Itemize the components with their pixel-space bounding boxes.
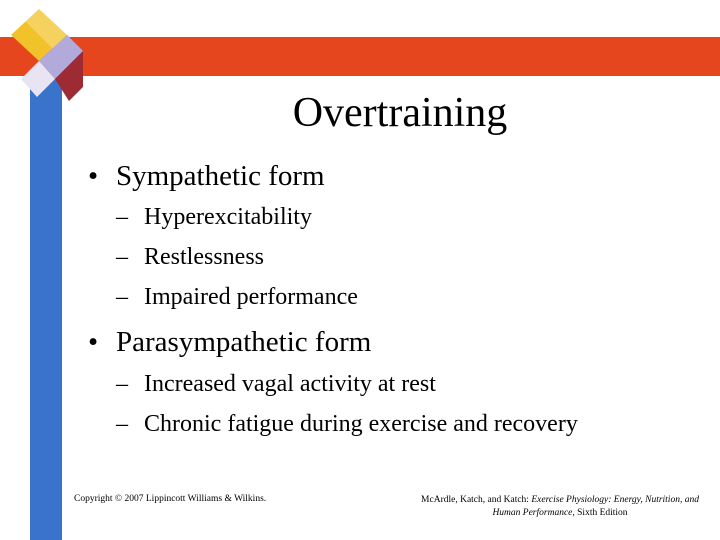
dash-glyph: – [116,244,128,270]
sub-bullet-item [116,202,312,232]
citation-edition: Sixth Edition [574,508,628,518]
dash-glyph: – [116,371,128,397]
sub-bullet-text: Increased vagal activity at rest [144,371,436,397]
red-accent-bar [0,37,720,76]
sub-bullet-item [116,369,436,399]
bullet-text: Parasympathetic form [116,326,372,358]
sub-bullet-item [116,409,578,439]
bullet-item [88,325,371,359]
sub-bullet-text: Restlessness [144,244,264,270]
dash-glyph: – [116,411,128,437]
citation-title: Exercise Physiology: Energy, Nutrition, and Human Performance, [492,495,699,518]
bullet-glyph: • [88,326,99,358]
dash-glyph: – [116,204,128,230]
diamond-logo-icon [7,5,87,109]
sub-bullet-item [116,282,358,312]
sub-bullet-text: Impaired performance [144,284,358,310]
sub-bullet-text: Chronic fatigue during exercise and recovery [144,411,578,437]
slide-title: Overtraining [292,90,508,136]
sub-bullet-item [116,242,264,272]
citation [420,494,700,520]
sub-bullet-text: Hyperexcitability [144,204,312,230]
copyright-notice: Copyright © 2007 Lippincott Williams & Wilkins. [74,494,267,504]
dash-glyph: – [116,284,128,310]
blue-accent-bar [30,40,62,540]
bullet-item [88,159,325,193]
bullet-glyph: • [88,160,99,192]
bullet-text: Sympathetic form [116,160,325,192]
citation-authors: McArdle, Katch, and Katch: [421,495,532,505]
